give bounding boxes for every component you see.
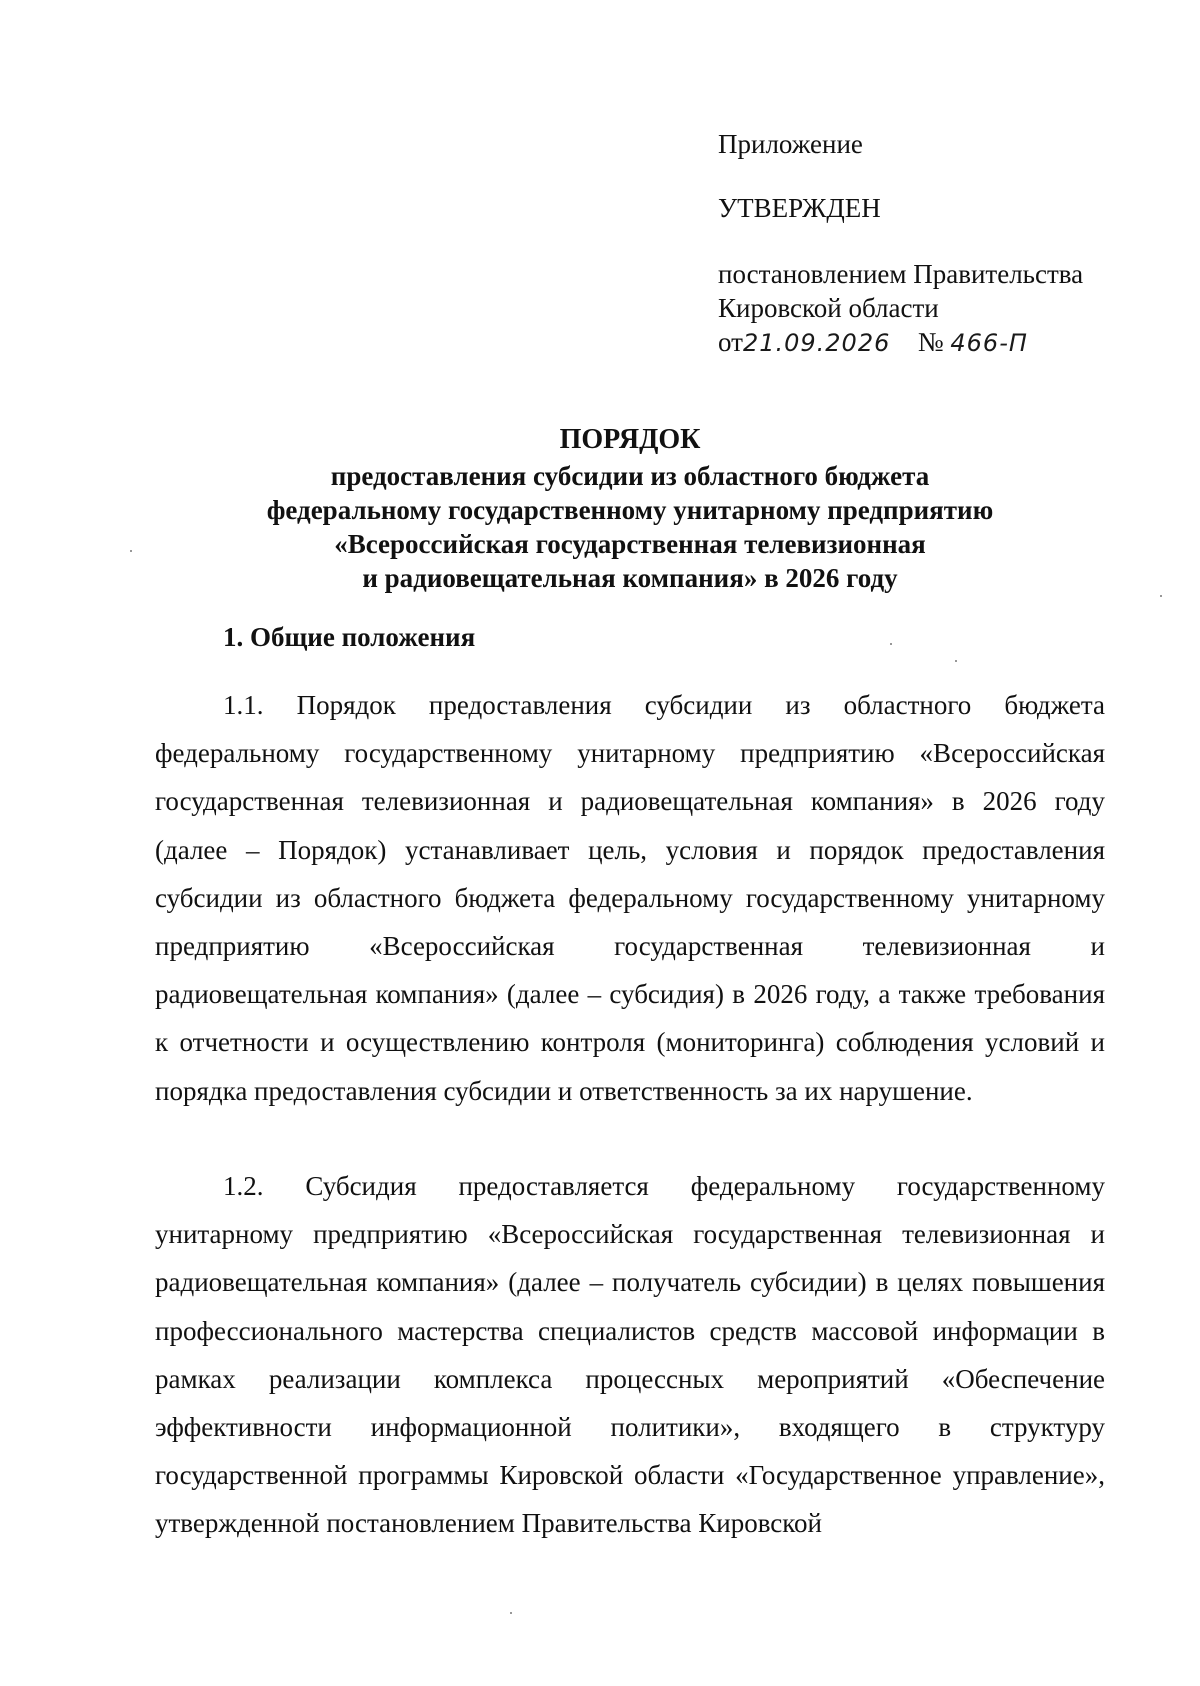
paragraph-1-2: 1.2. Субсидия предоставляется федеральному государственному унитарному предприятию «Всероссийская государственная телевизионная и радиовещательная компания» (далее – получатель субсидии) в целях повышения профессионального мастерства специалистов средств массовой информации в рамках реализации комплекса процессных мероприятий «Обеспечение эффективности информационной политики», входящего в структуру государственной программы Кировской области «Государственное управление», утвержденной постановлением Правительства Кировской [155, 1171, 1105, 1539]
scan-speck [130, 550, 132, 552]
scan-speck [955, 660, 957, 662]
document-title: ПОРЯДОК [559, 424, 701, 455]
scan-speck [510, 1612, 512, 1614]
date-prefix: от [718, 327, 743, 357]
decree-date-number-line [718, 326, 1028, 359]
paragraph-1-1: 1.1. Порядок предоставления субсидии из областного бюджета федеральному государственному унитарному предприятию «Всероссийская государственная телевизионная и радиовещательная компания» в 2026 году (далее – Порядок) устанавливает цель, условия и порядок предоставления субсидии из областного бюджета федеральному государственному унитарному предприятию «Всероссийская государственная телевизионная и радиовещательная компания» (далее – субсидия) в 2026 году, а также требования к отчетности и осуществлению контроля (мониторинга) соблюдения условий и порядка предоставления субсидии и ответственность за их нарушение. [155, 690, 1105, 1106]
decree-line-1: постановлением Правительства [718, 259, 1084, 289]
approved-label: УТВЕРЖДЕН [718, 193, 881, 223]
decree-line-2: Кировской области [718, 293, 939, 323]
section-heading: 1. Общие положения [223, 622, 476, 652]
appendix-label: Приложение [718, 129, 863, 159]
scan-speck [1160, 595, 1162, 597]
title-line-1: предоставления субсидии из областного бюджета [330, 461, 930, 491]
handwritten-date: 21.09.2026 [742, 329, 891, 357]
number-prefix: № [917, 327, 944, 357]
title-line-2: федеральному государственному унитарному предприятию [266, 495, 994, 525]
scan-speck [890, 643, 892, 645]
handwritten-number: 466-П [950, 329, 1028, 357]
title-line-3: «Всероссийская государственная телевизионная [334, 529, 926, 559]
title-line-4: и радиовещательная компания» в 2026 году [362, 563, 898, 593]
